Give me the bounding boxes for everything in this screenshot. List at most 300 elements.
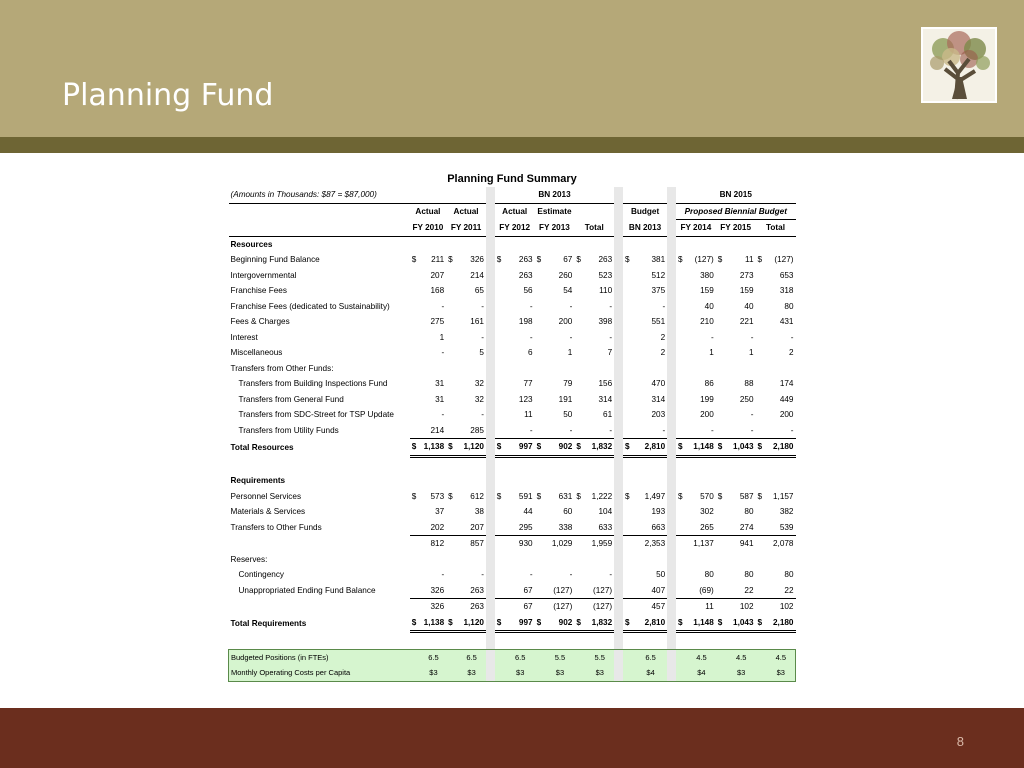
cell-value: 1,959 xyxy=(591,539,613,549)
cell-value: 263 xyxy=(518,255,533,265)
cell-value: 902 xyxy=(546,439,575,457)
cell-value: 50 xyxy=(656,570,666,580)
dollar-sign xyxy=(716,423,727,439)
cell-value: 1,137 xyxy=(693,539,714,549)
dollar-sign xyxy=(756,407,767,423)
cell-value: 2 xyxy=(660,332,666,342)
cell-value: 156 xyxy=(598,379,613,389)
cell-value: (69) xyxy=(687,583,716,599)
cell-value: 214 xyxy=(421,423,446,439)
planning-fund-summary xyxy=(228,172,796,682)
dollar-sign: $ xyxy=(717,255,723,265)
cell-value: 1,138 xyxy=(421,439,446,457)
table-row xyxy=(229,330,796,346)
dollar-sign xyxy=(410,268,421,284)
table-row xyxy=(229,615,796,632)
cell-value: 40 xyxy=(704,301,714,311)
cell-value: (127) xyxy=(585,583,614,599)
dollar-sign xyxy=(676,599,687,615)
cell-value: 1 xyxy=(439,332,445,342)
row-label: Contingency xyxy=(238,570,285,580)
cell-value: 470 xyxy=(651,379,666,389)
dollar-sign xyxy=(716,520,727,536)
dollar-sign xyxy=(410,407,421,423)
dollar-sign xyxy=(623,599,634,615)
cell-value: 210 xyxy=(700,317,714,327)
dollar-sign: $ xyxy=(716,439,727,457)
dollar-sign xyxy=(716,536,727,552)
dollar-sign: $ xyxy=(535,439,546,457)
row-label: Total Requirements xyxy=(230,618,307,628)
cell-value: 2 xyxy=(660,348,666,358)
dollar-sign xyxy=(446,392,457,408)
dollar-sign: $ xyxy=(757,255,763,265)
dollar-sign xyxy=(446,649,457,665)
cell-value: $3 xyxy=(585,665,614,681)
cell-value: 631 xyxy=(558,491,573,501)
dollar-sign xyxy=(756,665,767,681)
dollar-sign xyxy=(446,299,457,315)
cell-value: - xyxy=(441,570,445,580)
dollar-sign xyxy=(495,504,506,520)
dollar-sign xyxy=(410,345,421,361)
dollar-sign xyxy=(623,583,634,599)
cell-value: - xyxy=(585,423,614,439)
dollar-sign xyxy=(676,299,687,315)
col-header: FY 2015 xyxy=(716,220,756,237)
dollar-sign xyxy=(574,314,585,330)
cell-value: (127) xyxy=(546,583,575,599)
dollar-sign xyxy=(446,283,457,299)
section-label: Resources xyxy=(230,239,273,249)
dollar-sign xyxy=(623,299,634,315)
cell-value: 80 xyxy=(744,570,754,580)
cell-value: - xyxy=(662,301,666,311)
dollar-sign xyxy=(676,504,687,520)
cell-value: 11 xyxy=(705,602,714,612)
dollar-sign xyxy=(446,268,457,284)
dollar-sign xyxy=(676,314,687,330)
cell-value: (127) xyxy=(774,255,794,265)
dollar-sign xyxy=(446,330,457,346)
cell-value: 1,148 xyxy=(687,615,716,632)
cell-value: 80 xyxy=(744,507,754,517)
table-row xyxy=(229,236,796,252)
dollar-sign xyxy=(623,314,634,330)
dollar-sign xyxy=(623,567,634,583)
dollar-sign xyxy=(535,520,546,536)
cell-value: 653 xyxy=(779,270,794,280)
dollar-sign xyxy=(756,504,767,520)
cell-value: 7 xyxy=(607,348,613,358)
cell-value: 11 xyxy=(745,255,754,265)
cell-value: - xyxy=(529,570,533,580)
cell-value: - xyxy=(727,423,756,439)
cell-value: 663 xyxy=(634,520,667,536)
section-label: Requirements xyxy=(230,476,286,486)
cell-value: 61 xyxy=(603,410,613,420)
cell-value: 263 xyxy=(457,583,486,599)
cell-value: 86 xyxy=(704,379,714,389)
col-header: Total xyxy=(756,220,796,237)
col-header: FY 2013 xyxy=(535,220,575,237)
cell-value: 207 xyxy=(430,270,445,280)
cell-value: (127) xyxy=(593,602,613,612)
dollar-sign xyxy=(410,599,421,615)
table-row xyxy=(229,407,796,423)
dollar-sign: $ xyxy=(757,491,763,501)
cell-value: 941 xyxy=(739,539,754,549)
table-row xyxy=(229,252,796,268)
cell-value: - xyxy=(711,332,714,342)
dollar-sign xyxy=(446,423,457,439)
dollar-sign xyxy=(716,314,727,330)
table-row xyxy=(229,599,796,615)
cell-value: 380 xyxy=(700,270,714,280)
dollar-sign xyxy=(716,649,727,665)
cell-value: - xyxy=(546,423,575,439)
cell-value: 22 xyxy=(767,583,796,599)
table-row xyxy=(229,314,796,330)
dollar-sign xyxy=(716,599,727,615)
cell-value: 80 xyxy=(704,570,714,580)
col-header: Estimate xyxy=(537,207,572,216)
dollar-sign xyxy=(676,392,687,408)
cell-value: 2,810 xyxy=(634,439,667,457)
dollar-sign xyxy=(410,299,421,315)
dollar-sign: $ xyxy=(410,615,421,632)
dollar-sign xyxy=(756,423,767,439)
cell-value: 159 xyxy=(739,286,754,296)
dollar-sign xyxy=(623,423,634,439)
dollar-sign xyxy=(535,583,546,599)
dollar-sign xyxy=(676,423,687,439)
cell-value: - xyxy=(609,332,613,342)
row-label: Monthly Operating Costs per Capita xyxy=(229,665,410,681)
cell-value: 5.5 xyxy=(585,649,614,665)
table-row xyxy=(229,473,796,489)
cell-value: 551 xyxy=(651,317,666,327)
dollar-sign xyxy=(716,392,727,408)
cell-value: 1,832 xyxy=(585,439,614,457)
cell-value: 381 xyxy=(651,255,666,265)
dollar-sign xyxy=(574,567,585,583)
cell-value: 1,043 xyxy=(727,615,756,632)
cell-value: 123 xyxy=(518,394,533,404)
dollar-sign xyxy=(535,536,546,552)
dollar-sign xyxy=(446,314,457,330)
cell-value: 174 xyxy=(779,379,794,389)
cell-value: 512 xyxy=(651,270,666,280)
cell-value: 260 xyxy=(558,270,573,280)
cell-value: 1,120 xyxy=(457,439,486,457)
dollar-sign xyxy=(410,283,421,299)
row-label: Reserves: xyxy=(230,554,268,564)
dollar-sign: $ xyxy=(495,439,506,457)
dollar-sign xyxy=(535,649,546,665)
cell-value: 193 xyxy=(651,507,666,517)
cell-value: $3 xyxy=(727,665,756,681)
slide-title: Planning Fund xyxy=(62,78,274,113)
row-label: Transfers from Building Inspections Fund xyxy=(238,379,388,389)
dollar-sign xyxy=(495,567,506,583)
cell-value: 31 xyxy=(435,394,445,404)
cell-value: 32 xyxy=(474,394,484,404)
cell-value: 273 xyxy=(739,270,754,280)
cell-value: 207 xyxy=(457,520,486,536)
table-row xyxy=(229,567,796,583)
cell-value: 102 xyxy=(779,602,794,612)
dollar-sign xyxy=(716,583,727,599)
dollar-sign xyxy=(756,314,767,330)
col-header: Budget xyxy=(630,207,660,216)
cell-value: 6 xyxy=(528,348,533,358)
col-header: FY 2014 xyxy=(676,220,716,237)
dollar-sign xyxy=(676,407,687,423)
cell-value: 591 xyxy=(518,491,533,501)
dollar-sign xyxy=(756,536,767,552)
dollar-sign: $ xyxy=(446,615,457,632)
dollar-sign xyxy=(446,599,457,615)
dollar-sign xyxy=(535,504,546,520)
cell-value: 67 xyxy=(506,583,535,599)
dollar-sign xyxy=(756,567,767,583)
dollar-sign: $ xyxy=(448,491,453,501)
dollar-sign xyxy=(756,583,767,599)
cell-value: - xyxy=(441,410,445,420)
table-row xyxy=(229,456,796,473)
summary-table xyxy=(228,187,796,682)
cell-value: 104 xyxy=(598,507,613,517)
dollar-sign xyxy=(495,599,506,615)
cell-value: 431 xyxy=(779,317,794,327)
dollar-sign xyxy=(446,567,457,583)
cell-value: - xyxy=(609,301,613,311)
cell-value: 1,043 xyxy=(727,439,756,457)
dollar-sign xyxy=(676,536,687,552)
dollar-sign xyxy=(676,268,687,284)
dollar-sign xyxy=(446,536,457,552)
cell-value: - xyxy=(441,348,445,358)
cell-value: 326 xyxy=(421,583,446,599)
dollar-sign xyxy=(495,649,506,665)
table-row xyxy=(229,392,796,408)
dollar-sign: $ xyxy=(678,255,683,265)
cell-value: 161 xyxy=(470,317,484,327)
dollar-sign: $ xyxy=(446,439,457,457)
cell-value: 997 xyxy=(506,615,535,632)
dollar-sign xyxy=(446,504,457,520)
cell-value: 539 xyxy=(767,520,796,536)
row-label: Intergovernmental xyxy=(230,270,297,280)
dollar-sign xyxy=(574,504,585,520)
col-header: BN 2013 xyxy=(623,220,667,237)
dollar-sign xyxy=(756,299,767,315)
cell-value: 812 xyxy=(430,539,445,549)
cell-value: 633 xyxy=(585,520,614,536)
col-header: Actual xyxy=(415,207,441,216)
cell-value: 314 xyxy=(598,394,613,404)
dollar-sign xyxy=(623,392,634,408)
dollar-sign xyxy=(535,665,546,681)
cell-value: 338 xyxy=(546,520,575,536)
cell-value: 102 xyxy=(739,602,754,612)
dollar-sign xyxy=(446,376,457,392)
slide-footer xyxy=(0,708,1024,768)
cell-value: 570 xyxy=(700,491,714,501)
row-label: Unappropriated Ending Fund Balance xyxy=(238,586,376,595)
dollar-sign xyxy=(574,283,585,299)
cell-value: $3 xyxy=(546,665,575,681)
dollar-sign xyxy=(676,520,687,536)
cell-value: 274 xyxy=(727,520,756,536)
cell-value: 80 xyxy=(784,301,794,311)
cell-value: 275 xyxy=(430,317,445,327)
cell-value: - xyxy=(481,301,484,311)
cell-value: - xyxy=(767,423,796,439)
dollar-sign xyxy=(716,268,727,284)
cell-value: 1,832 xyxy=(585,615,614,632)
dollar-sign xyxy=(676,665,687,681)
dollar-sign: $ xyxy=(496,255,502,265)
cell-value: 398 xyxy=(598,317,613,327)
dollar-sign xyxy=(623,376,634,392)
dollar-sign xyxy=(495,345,506,361)
cell-value: 6.5 xyxy=(421,649,446,665)
cell-value: 44 xyxy=(523,507,533,517)
cell-value: 2 xyxy=(788,348,794,358)
cell-value: 1,222 xyxy=(591,491,613,501)
cell-value: 67 xyxy=(523,602,533,612)
cell-value: 168 xyxy=(430,286,445,296)
dollar-sign xyxy=(676,283,687,299)
cell-value: 6.5 xyxy=(457,649,486,665)
dollar-sign xyxy=(535,283,546,299)
cell-value: 997 xyxy=(506,439,535,457)
cell-value: 54 xyxy=(563,286,573,296)
group-bn2015: BN 2015 xyxy=(676,187,796,203)
cell-value: 211 xyxy=(431,255,445,265)
cell-value: 2,078 xyxy=(773,539,794,549)
dollar-sign xyxy=(495,665,506,681)
dollar-sign xyxy=(676,345,687,361)
cell-value: 382 xyxy=(779,507,794,517)
dollar-sign xyxy=(495,376,506,392)
cell-value: - xyxy=(750,332,754,342)
cell-value: - xyxy=(481,332,484,342)
cell-value: 159 xyxy=(700,286,714,296)
dollar-sign xyxy=(535,330,546,346)
cell-value: 5.5 xyxy=(546,649,575,665)
cell-value: 200 xyxy=(558,317,573,327)
dollar-sign: $ xyxy=(411,255,417,265)
table-row xyxy=(229,520,796,536)
dollar-sign xyxy=(756,599,767,615)
col-header: FY 2010 xyxy=(410,220,446,237)
table-row xyxy=(229,583,796,599)
cell-value: - xyxy=(750,410,754,420)
cell-value: 375 xyxy=(651,286,666,296)
dollar-sign xyxy=(495,536,506,552)
col-header: FY 2012 xyxy=(495,220,535,237)
row-label: Miscellaneous xyxy=(230,348,283,358)
dollar-sign xyxy=(716,299,727,315)
cell-value: 523 xyxy=(598,270,613,280)
cell-value: (127) xyxy=(694,255,714,265)
cell-value: 449 xyxy=(779,394,794,404)
cell-value: - xyxy=(441,301,445,311)
table-row xyxy=(229,268,796,284)
cell-value: 88 xyxy=(744,379,754,389)
cell-value: 457 xyxy=(651,602,666,612)
dollar-sign xyxy=(623,665,634,681)
cell-value: 2,180 xyxy=(767,615,796,632)
dollar-sign xyxy=(716,407,727,423)
cell-value: 221 xyxy=(739,317,754,327)
dollar-sign: $ xyxy=(756,615,767,632)
dollar-sign xyxy=(410,330,421,346)
cell-value: 40 xyxy=(744,301,754,311)
dollar-sign xyxy=(716,504,727,520)
row-label: Personnel Services xyxy=(230,491,302,501)
cell-value: - xyxy=(481,570,484,580)
dollar-sign xyxy=(676,330,687,346)
dollar-sign: $ xyxy=(717,491,723,501)
cell-value: $3 xyxy=(767,665,796,681)
dollar-sign xyxy=(574,330,585,346)
table-row xyxy=(229,376,796,392)
dollar-sign xyxy=(535,567,546,583)
cell-value: 214 xyxy=(470,270,484,280)
row-label: Transfers from SDC-Street for TSP Update xyxy=(238,410,394,420)
group-bn2013: BN 2013 xyxy=(495,187,614,203)
row-label: Fees & Charges xyxy=(230,317,290,327)
dollar-sign xyxy=(495,299,506,315)
dollar-sign: $ xyxy=(576,491,581,501)
dollar-sign xyxy=(574,299,585,315)
dollar-sign: $ xyxy=(448,255,453,265)
table-row xyxy=(229,299,796,315)
cell-value: $4 xyxy=(687,665,716,681)
dollar-sign xyxy=(623,520,634,536)
dollar-sign: $ xyxy=(574,615,585,632)
cell-value: 1,138 xyxy=(421,615,446,632)
dollar-sign xyxy=(676,649,687,665)
dollar-sign xyxy=(535,345,546,361)
cell-value: 265 xyxy=(687,520,716,536)
dollar-sign xyxy=(446,345,457,361)
cell-value: 930 xyxy=(518,539,533,549)
row-label: Beginning Fund Balance xyxy=(230,255,320,265)
dollar-sign xyxy=(574,407,585,423)
slide-header-band xyxy=(0,0,1024,137)
cell-value: 31 xyxy=(435,379,445,389)
dollar-sign: $ xyxy=(756,439,767,457)
dollar-sign xyxy=(756,283,767,299)
cell-value: 263 xyxy=(598,255,613,265)
cell-value: - xyxy=(529,301,533,311)
dollar-sign xyxy=(410,392,421,408)
cell-value: - xyxy=(569,570,573,580)
table-row xyxy=(229,552,796,568)
dollar-sign xyxy=(535,407,546,423)
cell-value: - xyxy=(609,570,613,580)
dollar-sign xyxy=(535,392,546,408)
dollar-sign xyxy=(623,504,634,520)
dollar-sign xyxy=(410,665,421,681)
dollar-sign xyxy=(716,665,727,681)
cell-value: 11 xyxy=(524,410,533,420)
